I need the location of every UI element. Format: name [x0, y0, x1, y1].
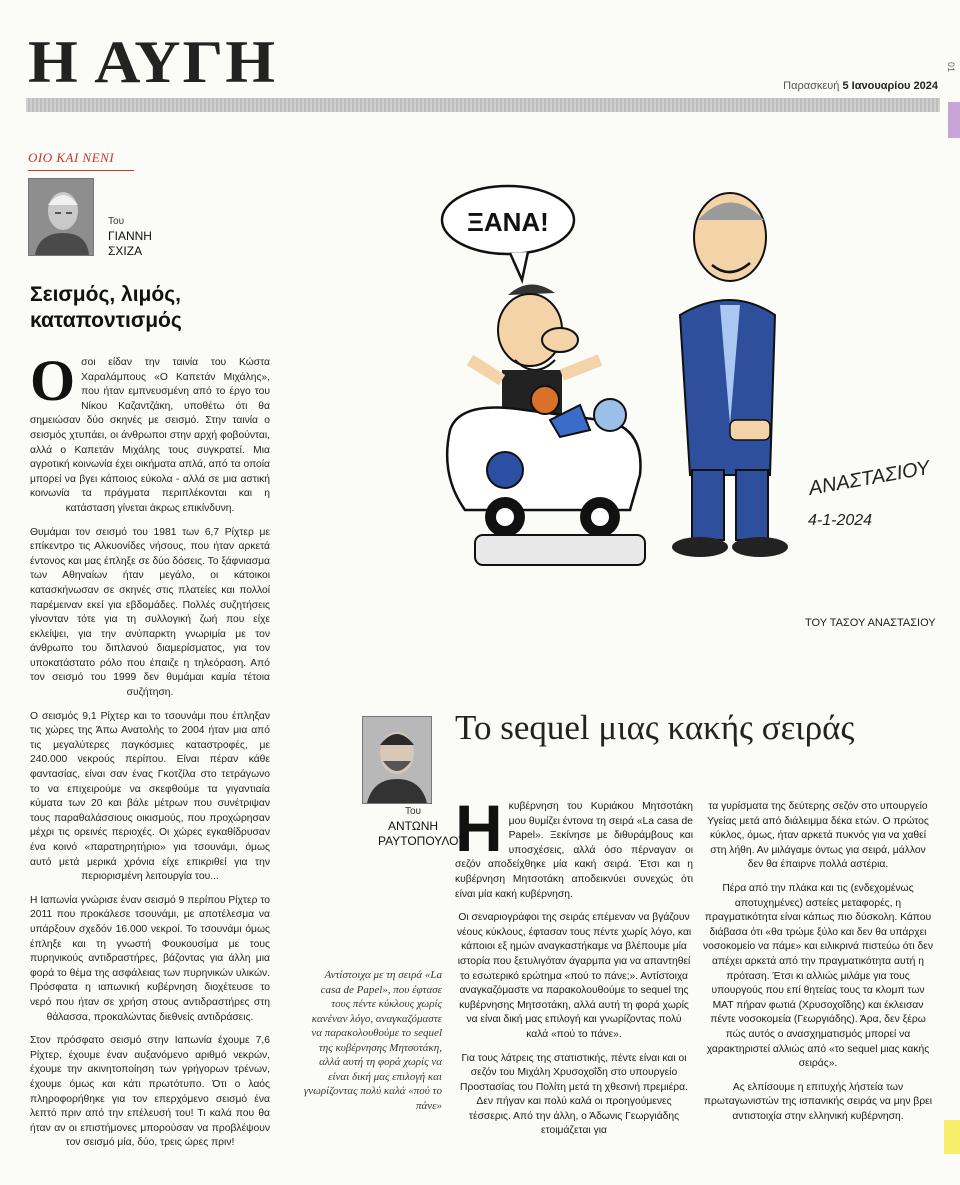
article-right-column-2 [702, 800, 934, 1133]
cartoon-credit-name: ΤΑΣΟΥ ΑΝΑΣΤΑΣΙΟΥ [829, 617, 936, 629]
paragraph: Οι σεναριογράφοι της σειράς επέμεναν να βγάζουν νέους κύκλους, έφτασαν τους πέντε χωρίς λόγο, και κάποιοι εξ ημών αναγκαστήκαμε να βλέπουμε μία ιστορία που ξετυλιγόταν άγαρμπα για να απαντηθεί το εσωτερικό ερώτημα «πού το πάνε;». Αντίστοιχα αναγκαζόμαστε να παρακολουθούμε το sequel της κυβέρνησης Μητσοτάκη, αλλά αυτή τη φορά χωρίς να είναι δική μας επιλογή και γνωρίζοντας πολύ καλά «πού το πάνε». [456, 912, 692, 1040]
author-first-name: ΓΙΑΝΝΗ [108, 228, 152, 243]
cartoon-credit [805, 617, 936, 629]
byline-prefix: Του [108, 216, 125, 227]
speech-bubble-text: ΞΑΝΑ! [467, 207, 549, 237]
byline-left [108, 216, 152, 259]
paragraph [455, 791, 693, 902]
author-last-name: ΡΑΥΤΟΠΟΥΛΟΥ [378, 833, 467, 848]
byline-right [378, 806, 467, 849]
author-portrait-icon [363, 717, 431, 803]
paragraph: Για τους λάτρεις της στατιστικής, πέντε είναι και οι σεζόν του Μιχάλη Χρυσοχοΐδη στο υπουργείο Προστασίας του Πολίτη μετά τη χθεσινή πρεμιέρα. Δεν πήγαν και πολύ καλά οι προηγούμενες τέσσερις. Από την άλλη, ο Άδωνις Γεωργιάδης ετοιμάζεται για [460, 1052, 688, 1137]
paragraph: τα γυρίσματα της δεύτερης σεζόν στο υπουργείο Υγείας μετά από διάλειμμα δέκα ετών. Ο πρώτος κύκλος, όμως, ήταν αρκετά πυκνός για να χαθεί στη λήθη. Αν μιλάγαμε όντως για σειρά, μάλλον δεν θα έπαιρνε πολλά αστέρια. [707, 801, 929, 871]
paragraph: Ας ελπίσουμε η επιτυχής λήστεία των πρωταγωνιστών της ισπανικής σειράς να μην βρει αντιστοιχία στην ελληνική κυβέρνηση. [703, 1081, 933, 1122]
cartoon-illustration-icon [430, 175, 960, 610]
article-left-body [30, 348, 270, 1160]
paragraph: Η Ιαπωνία γνώρισε έναν σεισμό 9 περίπου Ρίχτερ το 2011 που προκάλεσε τσουνάμι, με αποτέλεσμα να υπάρξουν σχεδόν 16.000 νεκροί. Το τσουνάμι όμως έπληξε και τη γνωστή Φουκουσίμα με τους πυρηνικούς αντιδραστήρες, βάζοντας για άλλη μια φορά το θέμα της ασφάλειας των πυρηνικών υλικών. Πρόσφατα η ιαπωνική κυβέρνηση διοχέτευσε το νερό που ήταν σε χρήση στους αντιδραστήρες στη θάλασσα, προκαλώντας διεθνείς αντιδράσεις. [30, 894, 270, 1023]
highlight-tab [944, 1120, 960, 1154]
paragraph-text: σοι είδαν την ταινία του Κώστα Χαραλάμπους «Ο Καπετάν Μιχάλης», που ήταν εμπνευσμένη από το έργο του Νίκου Καζαντζάκη, υποθέτω ότι θα σημειώσαν δύο σκηνές με σεισμό. Στην ταινία ο σεισμός χτυπάει, οι άνθρωποι στην αρχή φοβούνται, αλλά ο Καπετάν Μιχάλης τους συγκρατεί. Μια αγροτική κοινωνία έχει οικήματα απλά, από τα οποία μπορεί να βγει κάποιος εύκολα - αλλά σε μια αστική κοινωνία τα πράγματα περιπλέκονται και η κατάσταση γίνεται άκρως επικίνδυνη. [30, 357, 270, 514]
headline-left-line1: Σεισμός, λιμός, [30, 283, 181, 306]
headline-left-line2: καταποντισμός [30, 309, 182, 333]
article-right-column-1 [455, 791, 693, 1148]
dropcap: Ο [30, 348, 76, 413]
headline-right: Το sequel μιας κακής σειράς [455, 708, 855, 747]
section-color-tab [948, 102, 960, 138]
author-photo-left [28, 178, 94, 256]
date-weekday: Παρασκευή [783, 80, 840, 92]
author-first-name: ΑΝΤΩΝΗ [387, 818, 439, 833]
paragraph: Πέρα από την πλάκα και τις (ενδεχομένως αποτυχημένες) αστείες μεταφορές, η πραγματικότητα είναι κάπως πιο δύσκολη. Κάπου διάβασα ότι «θα τρώμε ξύλο και δεν θα υπάρχει νοσοκομείο να πάμε» και ειλικρινά πιστεύω ότι δεν απέχει αρκετά από την πραγματικότητα αυτή η πρόταση. Έτσι κι αλλιώς μιλάμε για τους υπουργούς που επί θητείας τους τα κλομπ των ΜΑΤ πήραν φωτιά (Χρυσοχοΐδης) και έκλεισαν πέντε νοσοκομεία (Γεωργιάδης). Άρα, δεν ξέρω πώς αυτός ο ανασχηματισμός μπορεί να χαρακτηριστεί αλλιώς από «το sequel μιας κακής σειράς». [703, 882, 933, 1070]
dropcap: Η [455, 791, 503, 865]
pull-quote: Αντίστοιχα με τη σειρά «La casa de Papel», που έφτασε τους πέντε κύκλους χωρίς κανέναν λόγο, αναγκαζόμαστε να παρακολουθούμε το sequel της κυβέρνησης Μητσοτάκη, αλλά αυτή τη φορά χωρίς να είναι δική μας επιλογή και γνωρίζοντας πολύ καλά «πού το πάνε» [303, 969, 442, 1112]
column-label: ΟΙΟ ΚΑΙ ΝΕΝΙ [28, 150, 115, 165]
newspaper-masthead: Η ΑΥΓΗ [28, 27, 277, 96]
paragraph: Θυμάμαι τον σεισμό του 1981 των 6,7 Ρίχτερ με επίκεντρο τις Αλκυονίδες νήσους, που ήταν αρκετά έντονος και μας έπληξε σε δύο δόσεις. Το ξάφνιασμα των Αθηναίων ήταν μεγάλο, οι κάτοικοι κατασκήνωσαν σε σκηνές στις πλατείες και πολλοί παρέμειναν εκεί για εβδομάδες. Πολλές συζητήσεις γίνονταν τότε για τη συλλογική ζωή που είχε εκλείψει, για την ανύπαρκτη γνωριμία με τον άνθρωπο του διπλανού διαμερίσματος, για τον υποκατάστατο ρόλο που έπαιζε η τηλεόραση. Από τον σεισμό του 1999 δεν θυμάμαι καμία τέτοια συζήτηση. [30, 526, 270, 699]
paragraph [30, 348, 270, 517]
headline-left [30, 282, 250, 335]
cartoon-signature-date: 4-1-2024 [808, 512, 873, 529]
paragraph: Ο σεισμός 9,1 Ρίχτερ και το τσουνάμι που έπληξαν τις χώρες της Άπω Ανατολής το 2004 ήταν μια από τις μεγαλύτερες παγκόσμιες καταστροφές, με 240.000 νεκρούς περίπου. Είναι πέραν κάθε φαντασίας, είναι σαν ένας Γκοτζίλα στο τετράγωνο το να επιχειρούμε να σκεφθούμε τα γιγαντιαία κύματα των 20 και βάλε μέτρων που συνέτριψαν τους παραθαλάσσιους οικισμούς, που προχώρησαν μέχρι τις ορεινές περιοχές. Οι χώρες εγκαθίδρυσαν ένα κοινό «παρατηρητήριο» για τσουνάμι, όμως αυτό μετά μερικά χρόνια είχε επικριθεί για την περιορισμένη λειτουργία του... [30, 710, 270, 883]
author-photo-right [362, 716, 432, 804]
page-number: 01 [946, 62, 956, 73]
date-text: 5 Ιανουαρίου 2024 [842, 80, 938, 92]
author-last-name: ΣΧΙΖΑ [108, 243, 143, 258]
paragraph-text: κυβέρνηση του Κυριάκου Μητσοτάκη μου θυμίζει έντονα τη σειρά «La casa de Papel». Ξεκίνησε με διθυράμβους και υποσχέσεις, αλλά όσο πέρναγαν οι σεζόν αποδείχθηκε μία κακή σειρά. Έτσι και η κυβέρνηση Μητσοτάκη αποδεικνύει συνεχώς ότι είναι μία κακή κυβέρνηση. [455, 801, 693, 900]
paragraph: Στον πρόσφατο σεισμό στην Ιαπωνία έχουμε 7,6 Ρίχτερ, έχουμε έναν αυξανόμενο αριθμό νεκρών, έχουμε την ακινητοποίηση των γρήγορων τρένων, έχουμε όμως και κάτι πρωτότυπο. Ότι ο λαός πληροφορήθηκε για τον επερχόμενο σεισμό ένα λεπτό πριν από την επέλευσή του! Τι καλά που θα ήταν αν οι επιστήμονες μπορούσαν να προβλέψουν τον σεισμό μία, δύο, τρεις ώρες πριν! [30, 1035, 270, 1149]
author-portrait-icon [29, 179, 93, 255]
masthead-rule [26, 98, 940, 112]
dateline [783, 80, 938, 92]
cartoon-credit-prefix: ΤΟΥ [805, 617, 827, 629]
cartoon-signature: ΑΝΑΣΤΑΣΙΟΥ [807, 456, 932, 500]
byline-prefix: Του [404, 806, 422, 817]
political-cartoon [430, 175, 960, 610]
